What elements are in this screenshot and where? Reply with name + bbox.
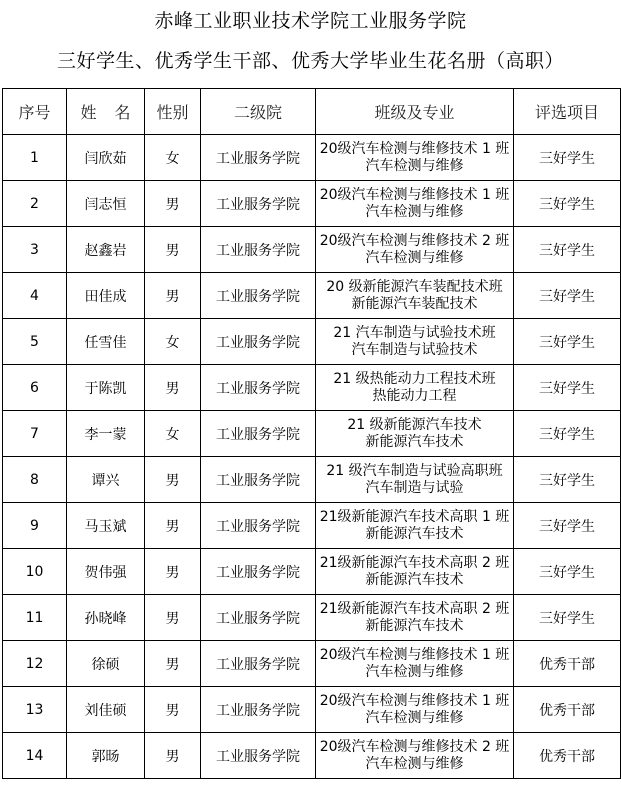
row-major: 新能源汽车装配技术 bbox=[351, 295, 478, 312]
row-class: 20级汽车检测与维修技术 1 班 bbox=[319, 140, 510, 157]
row-award: 三好学生 bbox=[514, 273, 621, 319]
table-body bbox=[3, 135, 621, 779]
row-major: 汽车制造与试验 bbox=[365, 479, 464, 496]
row-name: 谭兴 bbox=[67, 457, 145, 503]
header-name-first: 姓 bbox=[80, 103, 97, 122]
row-index: 11 bbox=[3, 595, 67, 641]
row-major: 汽车制造与试验技术 bbox=[351, 341, 478, 358]
row-college: 工业服务学院 bbox=[201, 365, 316, 411]
row-gender: 男 bbox=[145, 641, 201, 687]
row-name: 郭旸 bbox=[67, 733, 145, 779]
row-class: 21 级新能源汽车技术 bbox=[347, 416, 482, 433]
row-class-major bbox=[316, 135, 514, 181]
row-name: 于陈凯 bbox=[67, 365, 145, 411]
table-row bbox=[3, 549, 621, 595]
row-class-major bbox=[316, 319, 514, 365]
row-college: 工业服务学院 bbox=[201, 273, 316, 319]
row-award: 三好学生 bbox=[514, 319, 621, 365]
row-gender: 男 bbox=[145, 365, 201, 411]
row-college: 工业服务学院 bbox=[201, 641, 316, 687]
table-row bbox=[3, 503, 621, 549]
header-name bbox=[67, 89, 145, 135]
row-name: 任雪佳 bbox=[67, 319, 145, 365]
row-name: 徐硕 bbox=[67, 641, 145, 687]
table-row bbox=[3, 135, 621, 181]
row-name: 刘佳硕 bbox=[67, 687, 145, 733]
row-gender: 男 bbox=[145, 457, 201, 503]
row-name: 闫欣茹 bbox=[67, 135, 145, 181]
row-award: 三好学生 bbox=[514, 595, 621, 641]
row-class-major bbox=[316, 503, 514, 549]
row-major: 汽车检测与维修 bbox=[365, 663, 464, 680]
row-class-major bbox=[316, 595, 514, 641]
row-college: 工业服务学院 bbox=[201, 319, 316, 365]
row-index: 4 bbox=[3, 273, 67, 319]
row-index: 12 bbox=[3, 641, 67, 687]
row-major: 汽车检测与维修 bbox=[365, 755, 464, 772]
row-class: 21 汽车制造与试验技术班 bbox=[333, 324, 496, 341]
table-row bbox=[3, 733, 621, 779]
row-class: 20级汽车检测与维修技术 1 班 bbox=[319, 692, 510, 709]
row-name: 田佳成 bbox=[67, 273, 145, 319]
row-major: 新能源汽车技术 bbox=[365, 571, 464, 588]
row-class-major bbox=[316, 411, 514, 457]
row-class-major bbox=[316, 227, 514, 273]
row-index: 14 bbox=[3, 733, 67, 779]
row-index: 2 bbox=[3, 181, 67, 227]
table-row bbox=[3, 319, 621, 365]
row-major: 新能源汽车技术 bbox=[365, 617, 464, 634]
row-class-major bbox=[316, 641, 514, 687]
row-college: 工业服务学院 bbox=[201, 687, 316, 733]
row-college: 工业服务学院 bbox=[201, 503, 316, 549]
row-college: 工业服务学院 bbox=[201, 549, 316, 595]
row-index: 9 bbox=[3, 503, 67, 549]
row-major: 新能源汽车技术 bbox=[365, 433, 464, 450]
row-college: 工业服务学院 bbox=[201, 733, 316, 779]
row-award: 三好学生 bbox=[514, 227, 621, 273]
row-major: 汽车检测与维修 bbox=[365, 157, 464, 174]
row-college: 工业服务学院 bbox=[201, 595, 316, 641]
row-gender: 男 bbox=[145, 181, 201, 227]
row-class-major bbox=[316, 273, 514, 319]
row-index: 5 bbox=[3, 319, 67, 365]
row-college: 工业服务学院 bbox=[201, 227, 316, 273]
row-major: 汽车检测与维修 bbox=[365, 249, 464, 266]
table-row bbox=[3, 411, 621, 457]
header-name-second: 名 bbox=[114, 103, 131, 122]
row-class-major bbox=[316, 365, 514, 411]
row-gender: 男 bbox=[145, 687, 201, 733]
row-major: 汽车检测与维修 bbox=[365, 203, 464, 220]
row-college: 工业服务学院 bbox=[201, 135, 316, 181]
row-gender: 女 bbox=[145, 411, 201, 457]
table-row bbox=[3, 181, 621, 227]
row-gender: 男 bbox=[145, 273, 201, 319]
row-award: 优秀干部 bbox=[514, 687, 621, 733]
row-class: 20级汽车检测与维修技术 2 班 bbox=[319, 738, 510, 755]
row-class: 21 级热能动力工程技术班 bbox=[333, 370, 496, 387]
table-row bbox=[3, 595, 621, 641]
row-class-major bbox=[316, 457, 514, 503]
row-major: 汽车检测与维修 bbox=[365, 709, 464, 726]
row-college: 工业服务学院 bbox=[201, 411, 316, 457]
row-award: 三好学生 bbox=[514, 503, 621, 549]
row-index: 7 bbox=[3, 411, 67, 457]
row-name: 孙晓峰 bbox=[67, 595, 145, 641]
row-name: 闫志恒 bbox=[67, 181, 145, 227]
row-award: 三好学生 bbox=[514, 457, 621, 503]
table-row bbox=[3, 227, 621, 273]
row-class: 21级新能源汽车技术高职 1 班 bbox=[319, 508, 510, 525]
table-row bbox=[3, 641, 621, 687]
row-award: 优秀干部 bbox=[514, 733, 621, 779]
row-index: 8 bbox=[3, 457, 67, 503]
row-class: 21 级汽车制造与试验高职班 bbox=[326, 462, 503, 479]
row-index: 13 bbox=[3, 687, 67, 733]
row-class-major bbox=[316, 733, 514, 779]
header-class-major: 班级及专业 bbox=[316, 89, 514, 135]
row-gender: 男 bbox=[145, 595, 201, 641]
row-college: 工业服务学院 bbox=[201, 181, 316, 227]
row-gender: 男 bbox=[145, 503, 201, 549]
row-award: 三好学生 bbox=[514, 365, 621, 411]
row-class: 20级汽车检测与维修技术 1 班 bbox=[319, 646, 510, 663]
row-class-major bbox=[316, 687, 514, 733]
row-class: 21级新能源汽车技术高职 2 班 bbox=[319, 600, 510, 617]
table-header-row bbox=[3, 89, 621, 135]
row-award: 三好学生 bbox=[514, 411, 621, 457]
row-class: 20级汽车检测与维修技术 1 班 bbox=[319, 186, 510, 203]
row-gender: 男 bbox=[145, 733, 201, 779]
row-name: 李一蒙 bbox=[67, 411, 145, 457]
row-name: 赵鑫岩 bbox=[67, 227, 145, 273]
document-title: 赤峰工业职业技术学院工业服务学院 bbox=[154, 10, 467, 32]
row-index: 3 bbox=[3, 227, 67, 273]
row-award: 优秀干部 bbox=[514, 641, 621, 687]
table-row bbox=[3, 457, 621, 503]
row-class-major bbox=[316, 549, 514, 595]
header-award: 评选项目 bbox=[514, 89, 621, 135]
row-name: 贺伟强 bbox=[67, 549, 145, 595]
row-award: 三好学生 bbox=[514, 135, 621, 181]
row-name: 马玉斌 bbox=[67, 503, 145, 549]
row-gender: 男 bbox=[145, 549, 201, 595]
row-gender: 女 bbox=[145, 135, 201, 181]
row-index: 6 bbox=[3, 365, 67, 411]
header-index: 序号 bbox=[3, 89, 67, 135]
row-index: 1 bbox=[3, 135, 67, 181]
row-class: 20 级新能源汽车装配技术班 bbox=[326, 278, 503, 295]
roster-table bbox=[2, 88, 621, 779]
header-gender: 性别 bbox=[145, 89, 201, 135]
row-index: 10 bbox=[3, 549, 67, 595]
header-college: 二级院 bbox=[201, 89, 316, 135]
row-award: 三好学生 bbox=[514, 181, 621, 227]
table-row bbox=[3, 365, 621, 411]
document-subtitle: 三好学生、优秀学生干部、优秀大学毕业生花名册（高职） bbox=[56, 50, 564, 72]
row-award: 三好学生 bbox=[514, 549, 621, 595]
row-gender: 男 bbox=[145, 227, 201, 273]
row-class-major bbox=[316, 181, 514, 227]
table-row bbox=[3, 687, 621, 733]
row-major: 热能动力工程 bbox=[372, 387, 457, 404]
row-gender: 女 bbox=[145, 319, 201, 365]
row-class: 21级新能源汽车技术高职 2 班 bbox=[319, 554, 510, 571]
row-major: 新能源汽车技术 bbox=[365, 525, 464, 542]
row-class: 20级汽车检测与维修技术 2 班 bbox=[319, 232, 510, 249]
row-college: 工业服务学院 bbox=[201, 457, 316, 503]
table-row bbox=[3, 273, 621, 319]
